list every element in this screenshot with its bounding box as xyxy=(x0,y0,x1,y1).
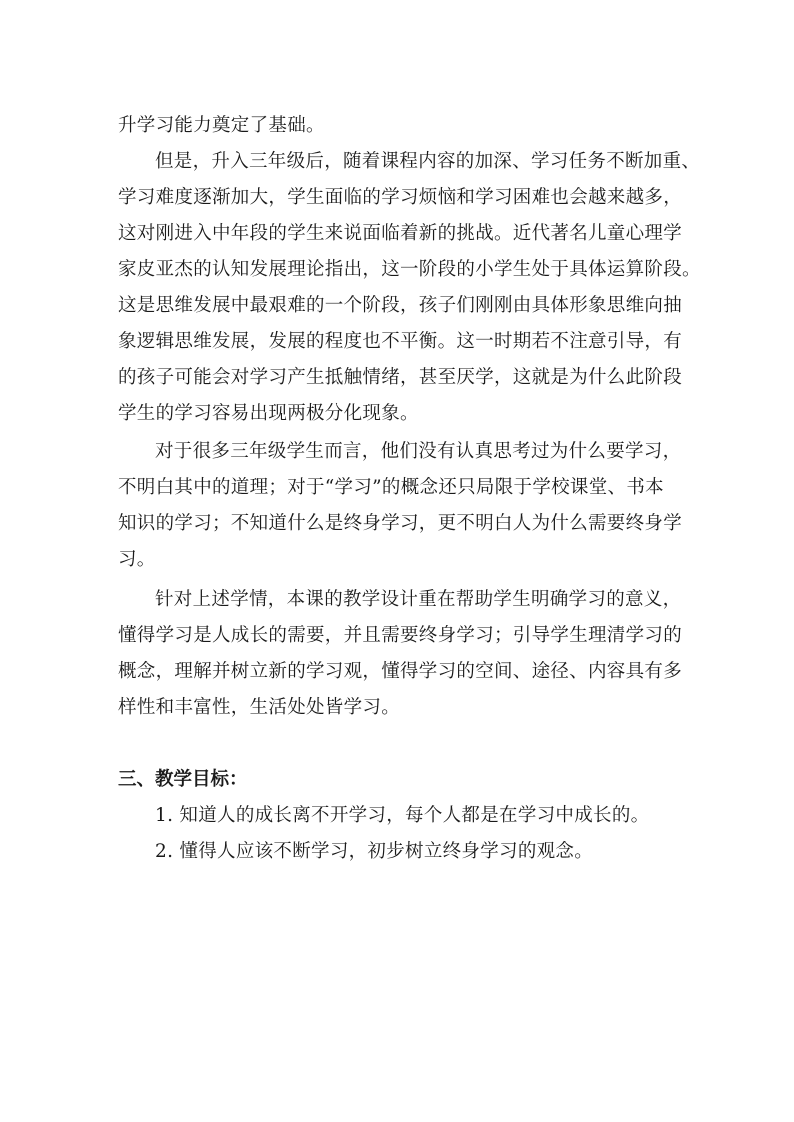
objective-item-2: 2. 懂得人应该不断学习，初步树立终身学习的观念。 xyxy=(155,841,594,862)
paragraph-2-line-7: 的孩子可能会对学习产生抵触情绪，甚至厌学，这就是为什么此阶段 xyxy=(118,367,683,388)
paragraph-2-line-2: 学习难度逐渐加大，学生面临的学习烦恼和学习困难也会越来越多， xyxy=(118,187,683,208)
paragraph-3-line-2: 不明白其中的道理；对于“学习”的概念还只局限于学校课堂、书本 xyxy=(118,477,664,498)
paragraph-2-line-3: 这对刚进入中年段的学生来说面临着新的挑战。近代著名儿童心理学 xyxy=(118,223,683,244)
paragraph-2-line-5: 这是思维发展中最艰难的一个阶段，孩子们刚刚由具体形象思维向抽 xyxy=(118,295,683,316)
paragraph-3-line-3: 知识的学习；不知道什么是终身学习，更不明白人为什么需要终身学 xyxy=(118,513,683,534)
paragraph-3-line-4: 习。 xyxy=(118,549,156,570)
section-heading-teaching-objectives: 三、教学目标： xyxy=(118,769,248,790)
objective-item-1: 1. 知道人的成长离不开学习，每个人都是在学习中成长的。 xyxy=(155,805,650,826)
paragraph-4-line-1: 针对上述学情，本课的教学设计重在帮助学生明确学习的意义， xyxy=(155,589,682,610)
paragraph-2-line-8: 学生的学习容易出现两极分化现象。 xyxy=(118,403,419,424)
paragraph-4-line-2: 懂得学习是人成长的需要，并且需要终身学习；引导学生理清学习的 xyxy=(118,625,683,646)
paragraph-4-line-3: 概念，理解并树立新的学习观，懂得学习的空间、途径、内容具有多 xyxy=(118,661,683,682)
paragraph-2-line-1: 但是，升入三年级后，随着课程内容的加深、学习任务不断加重、 xyxy=(155,151,701,172)
paragraph-3-line-1: 对于很多三年级学生而言，他们没有认真思考过为什么要学习， xyxy=(155,441,682,462)
paragraph-2-line-4: 家皮亚杰的认知发展理论指出，这一阶段的小学生处于具体运算阶段。 xyxy=(118,259,701,280)
paragraph-1-line-1: 升学习能力奠定了基础。 xyxy=(118,115,325,136)
paragraph-4-line-4: 样性和丰富性，生活处处皆学习。 xyxy=(118,697,401,718)
paragraph-2-line-6: 象逻辑思维发展，发展的程度也不平衡。这一时期若不注意引导，有 xyxy=(118,331,683,352)
